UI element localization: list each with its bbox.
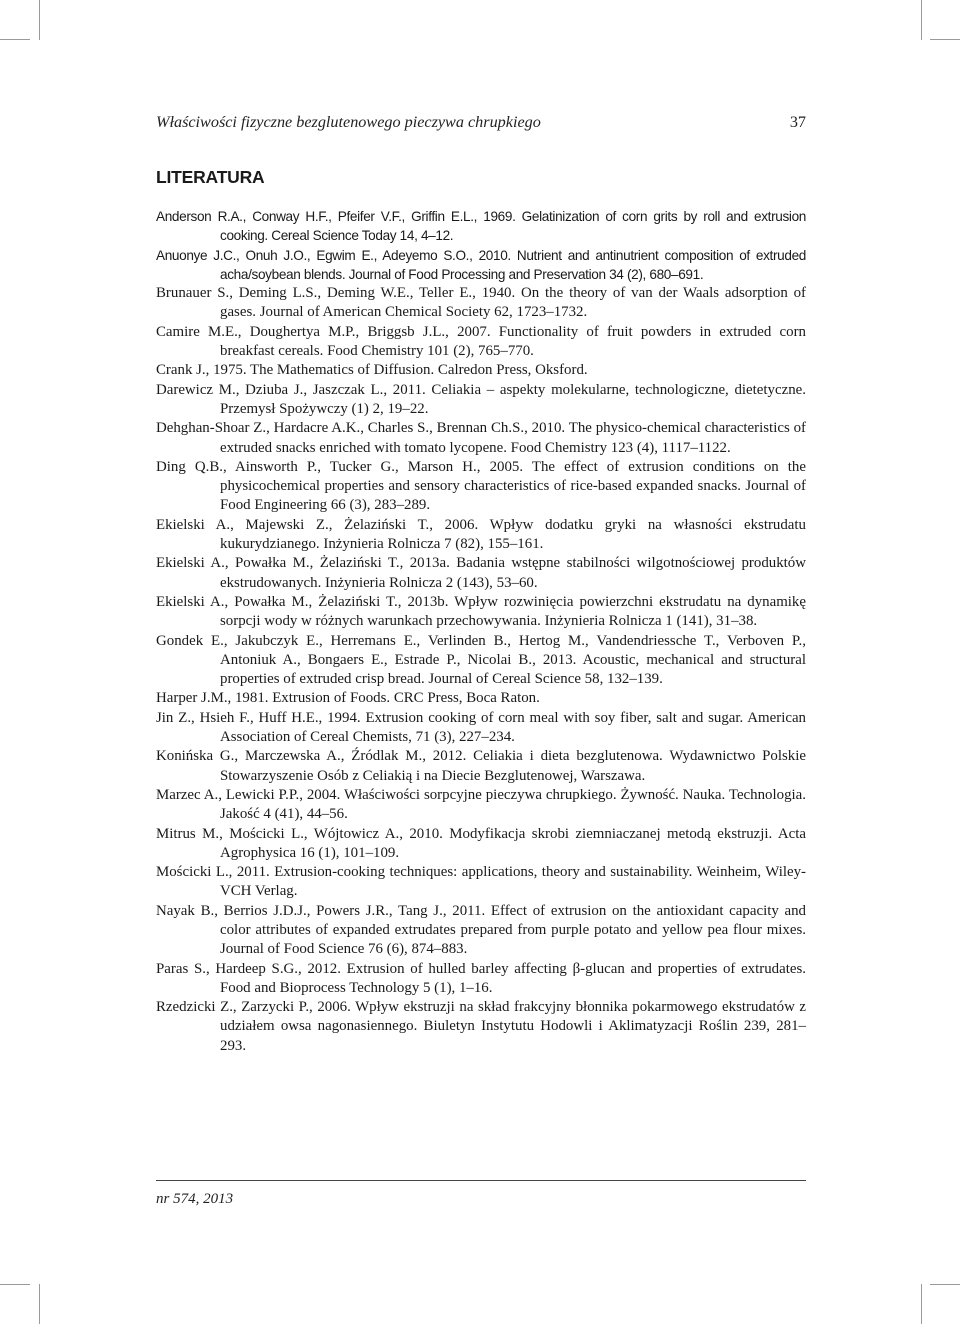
reference-item: Crank J., 1975. The Mathematics of Diffusion. Calredon Press, Oksford. [156,362,588,379]
crop-mark-bottom-left-horizontal [0,1284,30,1285]
reference-item: Camire M.E., Doughertya M.P., Briggsb J.L., 2007. Functionality of fruit powders in extruded corn breakfast cereals. Food Chemistry 101 (2), 765–770. [156,323,806,360]
reference-item: Konińska G., Marczewska A., Źródlak M., 2012. Celiakia i dieta bezglutenowa. Wydawnictwo Polskie Stowarzyszenie Osób z Celiakią i na Diecie Bezglutenowej, Warszawa. [156,748,806,784]
running-title: Właściwości fizyczne bezglutenowego pieczywa chrupkiego [156,113,541,131]
reference-item: Ding Q.B., Ainsworth P., Tucker G., Marson H., 2005. The effect of extrusion conditions on the physicochemical properties and sensory characteristics of rice-based expanded snacks. Journal of Food Engineering 66 (3), 283–289. [156,458,806,514]
reference-item: Harper J.M., 1981. Extrusion of Foods. CRC Press, Boca Raton. [156,690,540,707]
crop-mark-bottom-right-horizontal [930,1284,960,1285]
reference-item: Darewicz M., Dziuba J., Jaszczak L., 2011. Celiakia – aspekty molekularne, technologiczne, dietetyczne. Przemysł Spożywczy (1) 2, 19–22. [156,381,806,417]
crop-mark-bottom-left [39,1284,40,1324]
reference-item: Ekielski A., Majewski Z., Żelaziński T., 2006. Wpływ dodatku gryki na własności ekstrudatu kukurydzianego. Inżynieria Rolnicza 7 (82), 155–161. [156,516,806,553]
crop-mark-bottom-right [921,1284,922,1324]
reference-item: Dehghan-Shoar Z., Hardacre A.K., Charles S., Brennan Ch.S., 2010. The physico-chemical characteristics of extruded snacks enriched with tomato lycopene. Food Chemistry 123 (4), 1117–1122. [156,420,806,456]
footer-rule [156,1180,806,1181]
crop-mark-top-left [39,0,40,40]
reference-item: Mościcki L., 2011. Extrusion-cooking techniques: applications, theory and sustainability. Weinheim, Wiley-VCH Verlag. [156,864,806,900]
crop-mark-top-right [921,0,922,40]
reference-item: Nayak B., Berrios J.D.J., Powers J.R., Tang J., 2011. Effect of extrusion on the antioxidant capacity and color attributes of expanded extrudates prepared from purple potato and yellow pea flour mixes. Journal of Food Science 76 (6), 874–883. [156,902,806,958]
reference-item: Marzec A., Lewicki P.P., 2004. Właściwości sorpcyjne pieczywa chrupkiego. Żywność. Nauka. Technologia. Jakość 4 (41), 44–56. [156,786,806,823]
crop-mark-top-right-horizontal [930,39,960,40]
running-header [156,113,806,135]
reference-item: Ekielski A., Powałka M., Żelaziński T., 2013b. Wpływ rozwinięcia powierzchni ekstrudatu na dynamikę sorpcji wody w różnych warunkach przechowywania. Inżynieria Rolnicza 1 (141), 31–38. [156,593,806,630]
reference-item: Paras S., Hardeep S.G., 2012. Extrusion of hulled barley affecting β-glucan and properties of extrudates. Food and Bioprocess Technology 5 (1), 1–16. [156,960,806,996]
crop-mark-top-left-horizontal [0,39,30,40]
reference-item: Rzedzicki Z., Zarzycki P., 2006. Wpływ ekstruzji na skład frakcyjny błonnika pokarmowego ekstrudatów z udziałem owsa nagonasiennego. Biuletyn Instytutu Hodowli i Aklimatyzacji Roślin 239, 281–293. [156,999,806,1054]
reference-list [156,207,806,1056]
page-number: 37 [789,113,806,131]
reference-item: Gondek E., Jakubczyk E., Herremans E., Verlinden B., Hertog M., Vandendriessche T., Verboven P., Antoniuk A., Bongaers E., Estrade P., Nicolai B., 2013. Acoustic, mechanical and structural properties of extruded crisp bread. Journal of Cereal Science 58, 132–139. [156,632,806,688]
reference-item: Mitrus M., Mościcki L., Wójtowicz A., 2010. Modyfikacja skrobi ziemniaczanej metodą ekstruzji. Acta Agrophysica 16 (1), 101–109. [156,825,806,861]
reference-item: Anuonye J.C., Onuh J.O., Egwim E., Adeyemo S.O., 2010. Nutrient and antinutrient composition of extruded acha/soybean blends. Journal of Food Processing and Preservation 34 (2), 680–691. [156,247,806,282]
section-title: LITERATURA [156,167,265,187]
reference-item: Brunauer S., Deming L.S., Deming W.E., Teller E., 1940. On the theory of van der Waals adsorption of gases. Journal of American Chemical Society 62, 1723–1732. [156,285,806,321]
reference-item: Anderson R.A., Conway H.F., Pfeifer V.F., Griffin E.L., 1969. Gelatinization of corn grits by roll and extrusion cooking. Cereal Science Today 14, 4–12. [156,209,806,244]
footer-issue: nr 574, 2013 [156,1191,234,1207]
reference-item: Jin Z., Hsieh F., Huff H.E., 1994. Extrusion cooking of corn meal with soy fiber, salt and sugar. American Association of Cereal Chemists, 71 (3), 227–234. [156,709,806,746]
reference-item: Ekielski A., Powałka M., Żelaziński T., 2013a. Badania wstępne stabilności wilgotnościowej produktów ekstrudowanych. Inżynieria Rolnicza 2 (143), 53–60. [156,555,806,591]
